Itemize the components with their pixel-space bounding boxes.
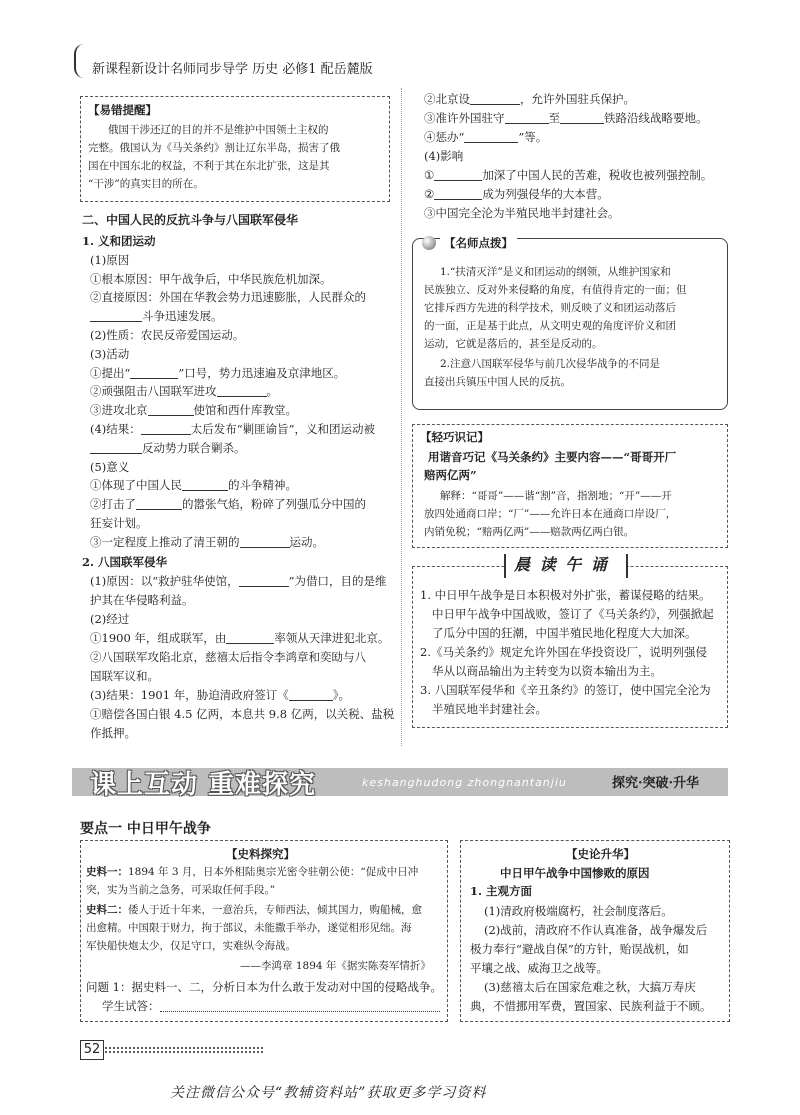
error-line-4: “干涉”的真实目的所在。 xyxy=(88,178,204,190)
pin-icon xyxy=(422,236,436,250)
morning-line: 3. 八国联军侵华和《辛丑条约》的签订，使中国完全沦为 xyxy=(420,683,711,697)
s1-line: 狂妄计划。 xyxy=(90,516,148,530)
blank[interactable] xyxy=(141,422,191,435)
teacher-line: 直接出兵镇压中国人民的反抗。 xyxy=(424,376,571,388)
r-line: ① 加深了中国人民的苦难，税收也被列强控制。 xyxy=(424,168,713,182)
r-line: ③准许外国驻守 至 铁路沿线战略要地。 xyxy=(424,111,708,125)
blank[interactable] xyxy=(217,384,267,397)
s1-line: ③进攻北京 使馆和西什库教堂。 xyxy=(90,403,297,417)
blank[interactable] xyxy=(148,403,194,416)
material-line: 突，实为当前之急务，可采取任何手段。” xyxy=(86,884,276,896)
s2-line: ①1900 年，组成联军，由 率领从天津进犯北京。 xyxy=(90,631,390,645)
blank[interactable] xyxy=(226,631,274,644)
teacher-line: 它排斥西方先进的科学技术，则反映了义和团运动落后 xyxy=(424,302,676,314)
morning-line: 中日甲午战争中国战败，签订了《马关条约》，列强掀起 xyxy=(432,607,714,621)
s2-line: ②八国联军攻陷北京，慈禧太后指令李鸿章和奕劻与八 xyxy=(90,650,366,664)
student-answer-label: 学生试答： xyxy=(102,997,440,1016)
theory-line: (1)清政府极端腐朽，社会制度落后。 xyxy=(484,904,673,918)
morning-line: 2.《马关条约》规定允许外国在华投资设厂，说明列强侵 xyxy=(420,645,707,659)
s2-line: (2)经过 xyxy=(90,612,130,626)
key-point-title: 要点一 中日甲午战争 xyxy=(80,821,211,837)
blank[interactable] xyxy=(464,130,518,143)
morning-line: 1. 中日甲午战争是日本积极对外扩张，蓄谋侵略的结果。 xyxy=(420,588,711,602)
theory-line: 典，不惜挪用军费，置国家、民族利益于不顾。 xyxy=(470,999,712,1013)
r-line: ④惩办“ ”等。 xyxy=(424,130,548,144)
s1-line: ②打击了 的嚣张气焰，粉碎了列强瓜分中国的 xyxy=(90,497,366,511)
s2-line: 护其在华侵略利益。 xyxy=(90,593,194,607)
banner-subtitle: 探究·突破·升华 xyxy=(612,776,700,791)
s1-line: ①提出“ ”口号，势力迅速遍及京津地区。 xyxy=(90,366,346,380)
memo-heading-1: 用谐音巧记《马关条约》主要内容——“哥哥开厂 xyxy=(428,450,677,464)
blank[interactable] xyxy=(136,497,182,510)
teacher-line: 民族独立、反对外来侵略的角度，有值得肯定的一面；但 xyxy=(424,284,687,296)
header-bracket xyxy=(74,44,86,78)
materials-title: 【史料探究】 xyxy=(226,847,295,861)
theory-line: 平壤之战、威海卫之战等。 xyxy=(470,961,608,975)
morning-line: 了瓜分中国的狂潮，中国半殖民地化程度大大加深。 xyxy=(432,626,697,640)
page-number: 52 xyxy=(80,1040,104,1060)
teacher-tips-title: 【名师点拨】 xyxy=(440,234,517,253)
teacher-line: 1.“扶清灭洋”是义和团运动的纲领，从维护国家和 xyxy=(440,266,671,278)
material-line: 史料二：倭人于近十年来，一意治兵，专师西法，倾其国力，购船械，愈 xyxy=(86,904,422,916)
s2-line: 国联军议和。 xyxy=(90,669,159,683)
error-line-1: 俄国干涉还辽的目的并不是维护中国领土主权的 xyxy=(108,124,329,136)
s2-line: ①赔偿各国白银 4.5 亿两，本息共 9.8 亿两，以关税、盐税 xyxy=(90,707,395,721)
r-line: (4)影响 xyxy=(424,149,464,163)
theory-title: 【史论升华】 xyxy=(566,847,635,861)
question-1: 问题 1：据史料一、二，分析日本为什么敢于发动对中国的侵略战争。 xyxy=(86,980,442,994)
blank[interactable] xyxy=(505,111,549,124)
teacher-line: 运动，它就是落后的，甚至是反动的。 xyxy=(424,338,603,350)
banner-pinyin: keshanghudong zhongnantanjiu xyxy=(362,776,567,789)
s1-title: 1. 义和团运动 xyxy=(82,234,156,248)
blank[interactable] xyxy=(130,366,178,379)
section2-title: 二、中国人民的反抗斗争与八国联军侵华 xyxy=(82,213,299,227)
blank[interactable] xyxy=(239,574,289,587)
morning-line: 半殖民地半封建社会。 xyxy=(432,702,547,716)
s2-line: (3)结果：1901 年，胁迫清政府签订《 》。 xyxy=(90,688,350,702)
theory-line: (3)慈禧太后在国家危难之秋，大搞万寿庆 xyxy=(484,980,696,994)
s1-line: (5)意义 xyxy=(90,460,130,474)
s1-line: (4)结果： 太后发布“剿匪谕旨”，义和团运动被 xyxy=(90,422,376,436)
memo-title: 【轻巧识记】 xyxy=(420,430,489,444)
s1-line: ②顽强阻击八国联军进攻 。 xyxy=(90,384,278,398)
s2-title: 2. 八国联军侵华 xyxy=(82,555,168,569)
blank[interactable] xyxy=(470,92,520,105)
memo-line: 解释：“哥哥”——谐“割”音，指割地；“开”——开 xyxy=(440,490,672,502)
s1-line: (1)原因 xyxy=(90,253,130,267)
page-header: 新课程新设计名师同步导学 历史 必修1 配岳麓版 xyxy=(92,62,373,77)
theory-heading: 中日甲午战争中国惨败的原因 xyxy=(500,866,650,880)
blank[interactable] xyxy=(560,111,604,124)
error-line-3: 国在中国东北的权益，不利于其在东北扩张，这是其 xyxy=(88,160,330,172)
banner-title: 课上互动 重难探究 xyxy=(90,770,317,800)
s2-line: (1)原因：以“救护驻华使馆， ”为借口，目的是维 xyxy=(90,574,387,588)
morning-line: 华从以商品输出为主转变为以资本输出为主。 xyxy=(432,664,662,678)
error-reminder-title: 【易错提醒】 xyxy=(88,103,157,117)
s1-line: 反动势力联合剿杀。 xyxy=(90,439,246,458)
blank[interactable] xyxy=(90,441,142,454)
blank[interactable] xyxy=(90,309,142,322)
memo-line: 放四处通商口岸；“厂”——允许日本在通商口岸设厂， xyxy=(424,508,677,520)
r-line: ② 成为列强侵华的大本营。 xyxy=(424,187,609,201)
theory-line: 极力奉行“避战自保”的方针，贻误战机，如 xyxy=(470,942,689,956)
s1-line: ①体现了中国人民 的斗争精神。 xyxy=(90,478,297,492)
page-number-dots xyxy=(104,1046,264,1054)
blank[interactable] xyxy=(182,478,228,491)
r-line: ②北京设 ，允许外国驻兵保护。 xyxy=(424,92,635,106)
s1-line: ③一定程度上推动了清王朝的 运动。 xyxy=(90,535,324,549)
blank[interactable] xyxy=(289,688,333,701)
section-banner xyxy=(72,762,728,808)
memo-heading-2: 赔两亿两” xyxy=(424,468,477,482)
s2-line: 作抵押。 xyxy=(90,726,136,740)
blank[interactable] xyxy=(434,168,482,181)
theory-line: (2)战前，清政府不作认真准备，战争爆发后 xyxy=(484,923,708,937)
morning-title: 晨 读 午 诵 xyxy=(514,555,609,574)
blank[interactable] xyxy=(434,187,482,200)
memo-line: 内销免税；“赔两亿两”——赔款两亿两白银。 xyxy=(424,526,635,538)
material-line: 军快船快炮太少，仅足守口，实难纵令海战。 xyxy=(86,940,296,952)
r-line: ③中国完全沦为半殖民地半封建社会。 xyxy=(424,206,620,220)
material-line: 出愈精。中国限于财力，拘于部议，未能撒手举办，遂觉相形见绌。海 xyxy=(86,922,412,934)
footer-note: 关注微信公众号“教辅资料站”获取更多学习资料 xyxy=(170,1085,487,1101)
s1-line: 斗争迅速发展。 xyxy=(90,307,223,326)
blank[interactable] xyxy=(240,535,290,548)
teacher-line: 的一面，正是基于此点，从文明史观的角度评价义和团 xyxy=(424,320,676,332)
material-line: 史料一：1894 年 3 月，日本外相陆奥宗光密令驻朝公使：“促成中日冲 xyxy=(86,866,419,878)
theory-sub: 1. 主观方面 xyxy=(470,884,533,898)
teacher-line: 2.注意八国联军侵华与前几次侵华战争的不同是 xyxy=(440,358,661,370)
answer-line[interactable] xyxy=(160,999,440,1012)
s1-line: ①根本原因：甲午战争后，中华民族危机加深。 xyxy=(90,272,332,286)
error-line-2: 完整。俄国认为《马关条约》割让辽东半岛，损害了俄 xyxy=(88,142,340,154)
material-source: ——李鸿章 1894 年《据实陈奏军情折》 xyxy=(240,960,431,972)
column-divider xyxy=(401,88,402,746)
s1-line: (3)活动 xyxy=(90,347,130,361)
s1-line: ②直接原因：外国在华教会势力迅速膨胀，人民群众的 xyxy=(90,290,366,304)
s1-line: (2)性质：农民反帝爱国运动。 xyxy=(90,328,245,342)
